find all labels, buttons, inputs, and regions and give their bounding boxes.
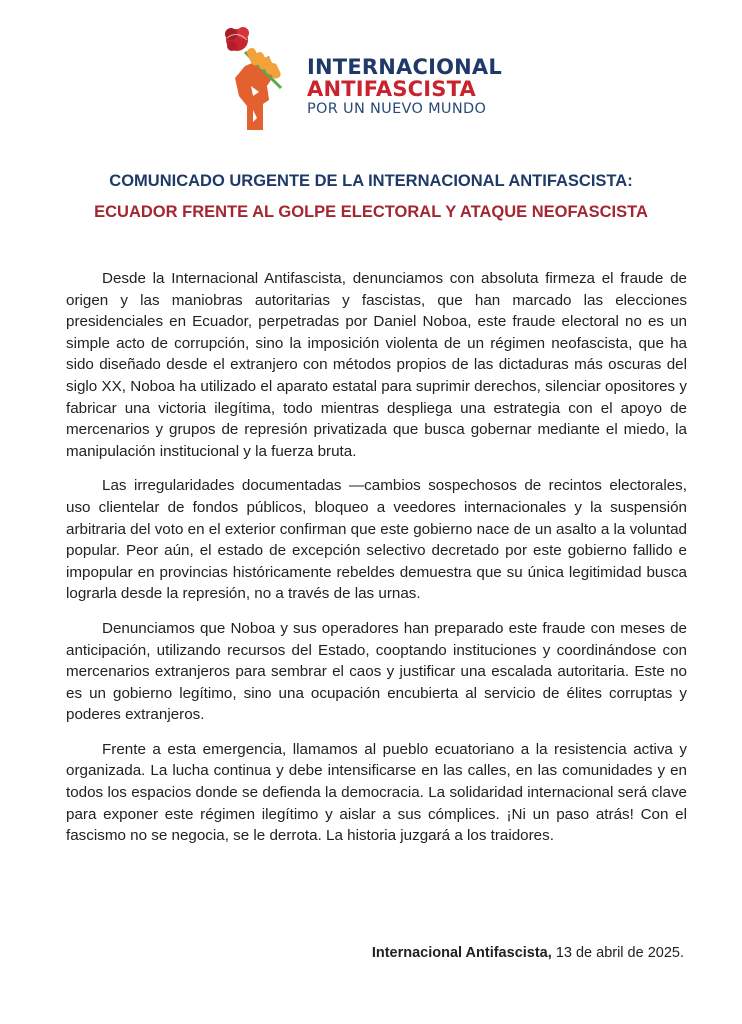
paragraph: Frente a esta emergencia, llamamos al pueblo ecuatoriano a la resistencia activa y organizada. La lucha continua y debe intensificarse en las calles, en las comunidades y en todos los espacios donde se defienda la democracia. La solidaridad internacional será clave para exponer este régimen ilegítimo y aislar a sus cómplices. ¡Ni un paso atrás! Con el fascismo no se negocia, se le derrota. La historia juzgará a los traidores. [66,740,687,845]
signature-date: 13 de abril de 2025. [555,945,684,961]
paragraph: Desde la Internacional Antifascista, denunciamos con absoluta firmeza el fraude de origen y las maniobras autoritarias y fascistas, que han marcado las elecciones presidenciales en Ecuador, perpetradas por Daniel Noboa, este fraude electoral no es un simple acto de corrupción, sino la imposición violenta de un régimen neofascista, que ha sido diseñado desde el extranjero con métodos propios de las dictaduras más oscuras del siglo XX, Noboa ha utilizado el aparato estatal para suprimir derechos, silenciar opositores y fabricar una victoria ilegítima, todo mientras despliega una estrategia con el apoyo de mercenarios y grupos de represión privatizada que busca gobernar mediante el miedo, la manipulación institucional y la fuerza bruta. [66,270,687,460]
signature-org: Internacional Antifascista, [371,945,552,961]
logo-tagline: POR UN NUEVO MUNDO [307,101,487,117]
paragraph: Las irregularidades documentadas —cambios sospechosos de recintos electorales, uso clientelar de fondos públicos, bloqueo a veedores internacionales y la suspensión arbitraria del voto en el exterior confirman que este gobierno nace de un asalto a la voluntad popular. Peor aún, el estado de excepción selectivo decretado por este gobierno fallido e impopular en provincias históricamente rebeldes demuestra que su única legitimidad busca lograrla desde la represión, no a través de las urnas. [66,477,687,603]
document-title: COMUNICADO URGENTE DE LA INTERNACIONAL ANTIFASCISTA: [109,172,633,190]
logo [223,26,523,132]
paragraph: Denunciamos que Noboa y sus operadores han preparado este fraude con meses de anticipación, utilizando recursos del Estado, cooptando instituciones y coordinándose con mercenarios extranjeros para sembrar el caos y justificar una escalada autoritaria. Este no es un gobierno legítimo, sino una ocupación encubierta al servicio de élites corruptas y poderes extranjeros. [66,619,687,724]
logo-line-internacional: INTERNACIONAL [307,55,502,79]
document-body [66,268,687,860]
document-subtitle: ECUADOR FRENTE AL GOLPE ELECTORAL Y ATAQUE NEOFASCISTA [94,203,648,221]
logo-line-antifascista: ANTIFASCISTA [307,77,476,101]
signature [372,945,684,961]
raised-fist-with-carnation-icon [223,26,301,132]
logo-wordmark [307,56,502,118]
